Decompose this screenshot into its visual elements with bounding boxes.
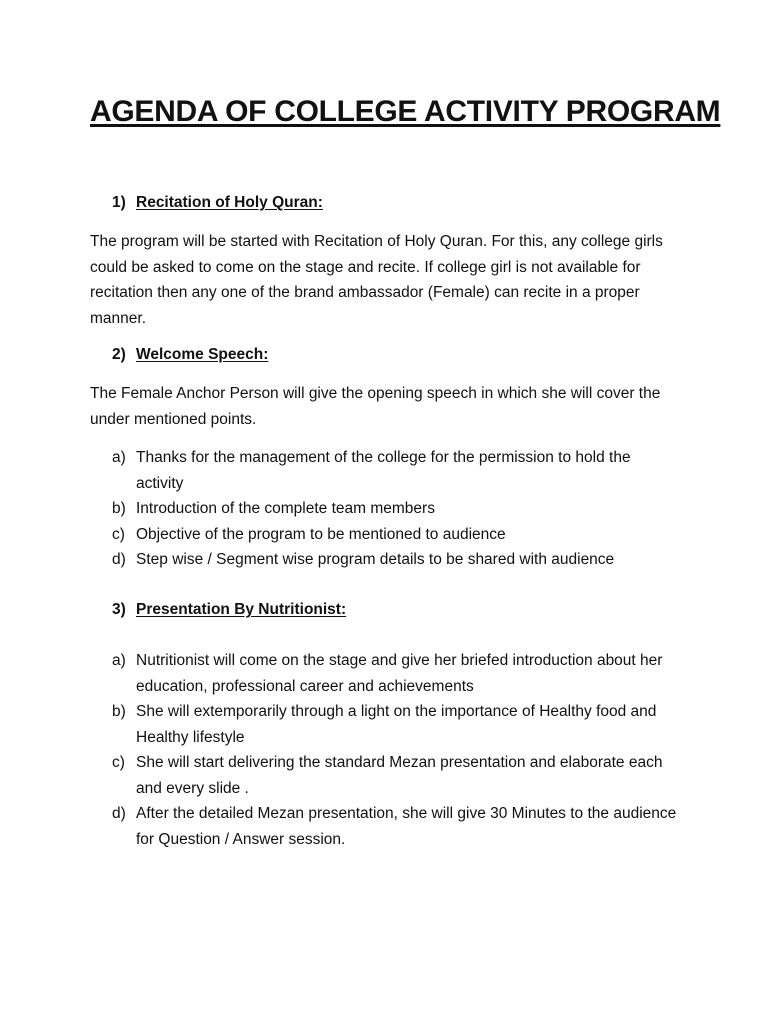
list-item-text: She will start delivering the standard Mezan presentation and elaborate each and every slide . [136,754,663,797]
list-marker: a) [112,449,126,466]
list-item-text: She will extemporarily through a light on the importance of Healthy food and Healthy lifestyle [136,703,657,746]
welcome-speech-paragraph: The Female Anchor Person will give the opening speech in which she will cover the under mentioned points. [90,385,661,428]
list-item-text: Nutritionist will come on the stage and give her briefed introduction about her education, professional career and achievements [136,652,663,695]
list-item [112,522,682,548]
welcome-speech-points-list [112,445,682,573]
list-marker: a) [112,652,126,669]
list-marker: c) [112,754,125,771]
page-title: AGENDA OF COLLEGE ACTIVITY PROGRAM [90,95,721,128]
section-number: 1) [112,194,126,211]
section-title: Presentation By Nutritionist: [136,601,347,618]
section-heading-welcome-speech [112,346,268,364]
list-item [112,648,682,699]
section-number: 2) [112,346,126,363]
list-item [112,445,682,496]
list-item [112,801,682,852]
list-item [112,750,682,801]
list-marker: c) [112,525,125,543]
list-marker: d) [112,551,126,568]
list-item-text: Objective of the program to be mentioned to audience [136,525,506,543]
list-marker: d) [112,805,126,822]
list-item-text: Introduction of the complete team members [136,500,435,517]
section-title: Welcome Speech: [136,346,269,363]
list-item-text: Step wise / Segment wise program details to be shared with audience [136,551,615,568]
recitation-paragraph: The program will be started with Recitation of Holy Quran. For this, any college girls could be asked to come on the stage and recite. If college girl is not available for recitation then any one of the brand ambassador (Female) can recite in a proper manner. [90,233,663,327]
list-item [112,496,682,522]
list-marker: b) [112,703,126,720]
section-title: Recitation of Holy Quran: [136,194,323,211]
nutritionist-points-list [112,648,682,852]
list-marker: b) [112,500,126,517]
section-heading-recitation [112,194,323,212]
list-item [112,699,682,750]
section-heading-nutritionist [112,601,346,619]
list-item [112,547,682,573]
list-item-text: After the detailed Mezan presentation, she will give 30 Minutes to the audience for Question / Answer session. [136,805,677,848]
list-item-text: Thanks for the management of the college for the permission to hold the activity [136,449,631,492]
section-number: 3) [112,601,126,618]
